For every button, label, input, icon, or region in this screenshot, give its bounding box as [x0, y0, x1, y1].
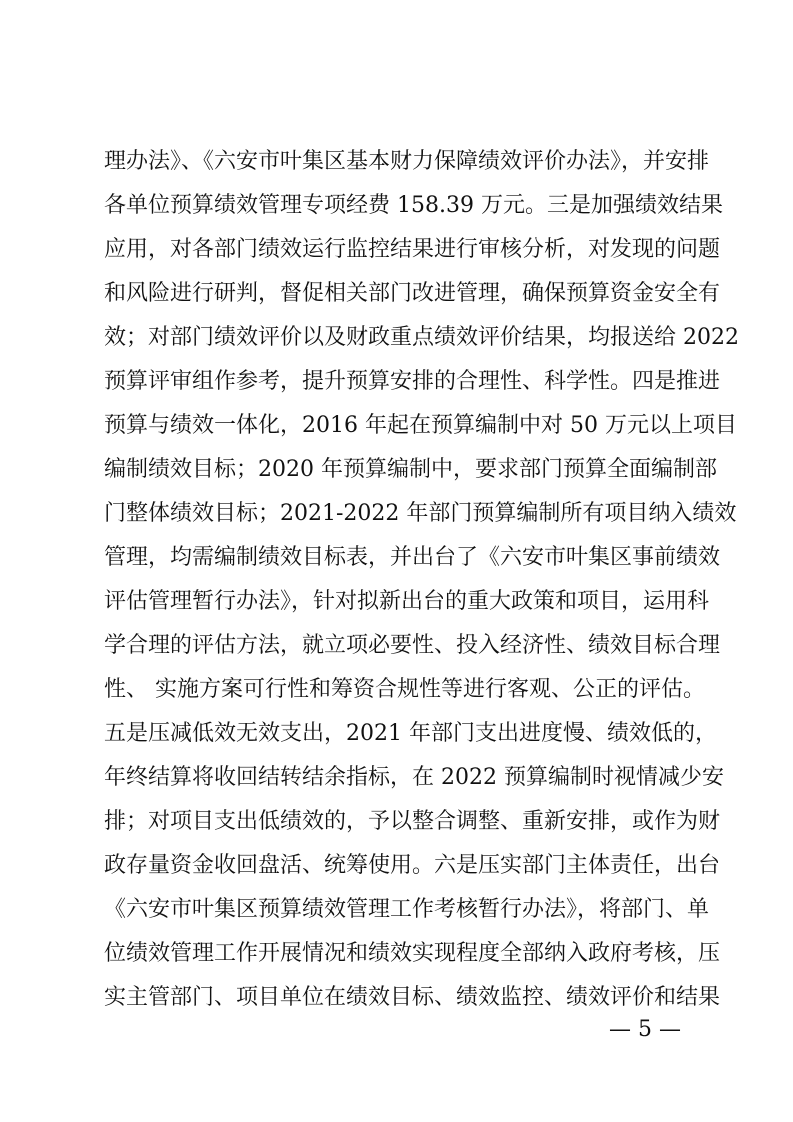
text-line-4: 和风险进行研判，督促相关部门改进管理，确保预算资金安全有 [104, 281, 721, 306]
text-line-6: 预算评审组作参考，提升预算安排的合理性、科学性。四是推进 [104, 369, 721, 394]
text-line-18: 《六安市叶集区预算绩效管理工作考核暂行办法》，将部门、单 [104, 897, 710, 922]
text-line-16: 排；对项目支出低绩效的，予以整合调整、重新安排，或作为财 [104, 809, 721, 834]
text-line-11: 评估管理暂行办法》，针对拟新出台的重大政策和项目，运用科 [104, 589, 710, 614]
text-line-2: 各单位预算绩效管理专项经费 158.39 万元。三是加强绩效结果 [104, 193, 723, 218]
text-line-12: 学合理的评估方法，就立项必要性、投入经济性、绩效目标合理 [104, 633, 721, 658]
text-line-1: 理办法》、《六安市叶集区基本财力保障绩效评价办法》，并安排 [104, 149, 710, 174]
page-number: — 5 — [609, 1017, 681, 1042]
text-line-9: 门整体绩效目标；2021-2022 年部门预算编制所有项目纳入绩效 [104, 501, 737, 526]
text-line-13: 性、 实施方案可行性和筹资合规性等进行客观、公正的评估。 [104, 677, 705, 702]
text-line-17: 政存量资金收回盘活、统筹使用。六是压实部门主体责任，出台 [104, 853, 721, 878]
text-line-20: 实主管部门、项目单位在绩效目标、绩效监控、绩效评价和结果 [104, 985, 721, 1010]
text-line-7: 预算与绩效一体化，2016 年起在预算编制中对 50 万元以上项目 [104, 413, 737, 438]
text-line-15: 年终结算将收回结转结余指标，在 2022 预算编制时视情减少安 [104, 765, 724, 790]
text-line-3: 应用，对各部门绩效运行监控结果进行审核分析，对发现的问题 [104, 237, 721, 262]
text-line-5: 效；对部门绩效评价以及财政重点绩效评价结果，均报送给 2022 [104, 325, 739, 350]
text-line-14: 五是压减低效无效支出，2021 年部门支出进度慢、绩效低的， [104, 721, 717, 746]
body-text [104, 140, 739, 1020]
text-line-8: 编制绩效目标；2020 年预算编制中，要求部门预算全面编制部 [104, 457, 717, 482]
text-line-19: 位绩效管理工作开展情况和绩效实现程度全部纳入政府考核，压 [104, 941, 721, 966]
text-line-10: 管理，均需编制绩效目标表，并出台了《六安市叶集区事前绩效 [104, 545, 721, 570]
